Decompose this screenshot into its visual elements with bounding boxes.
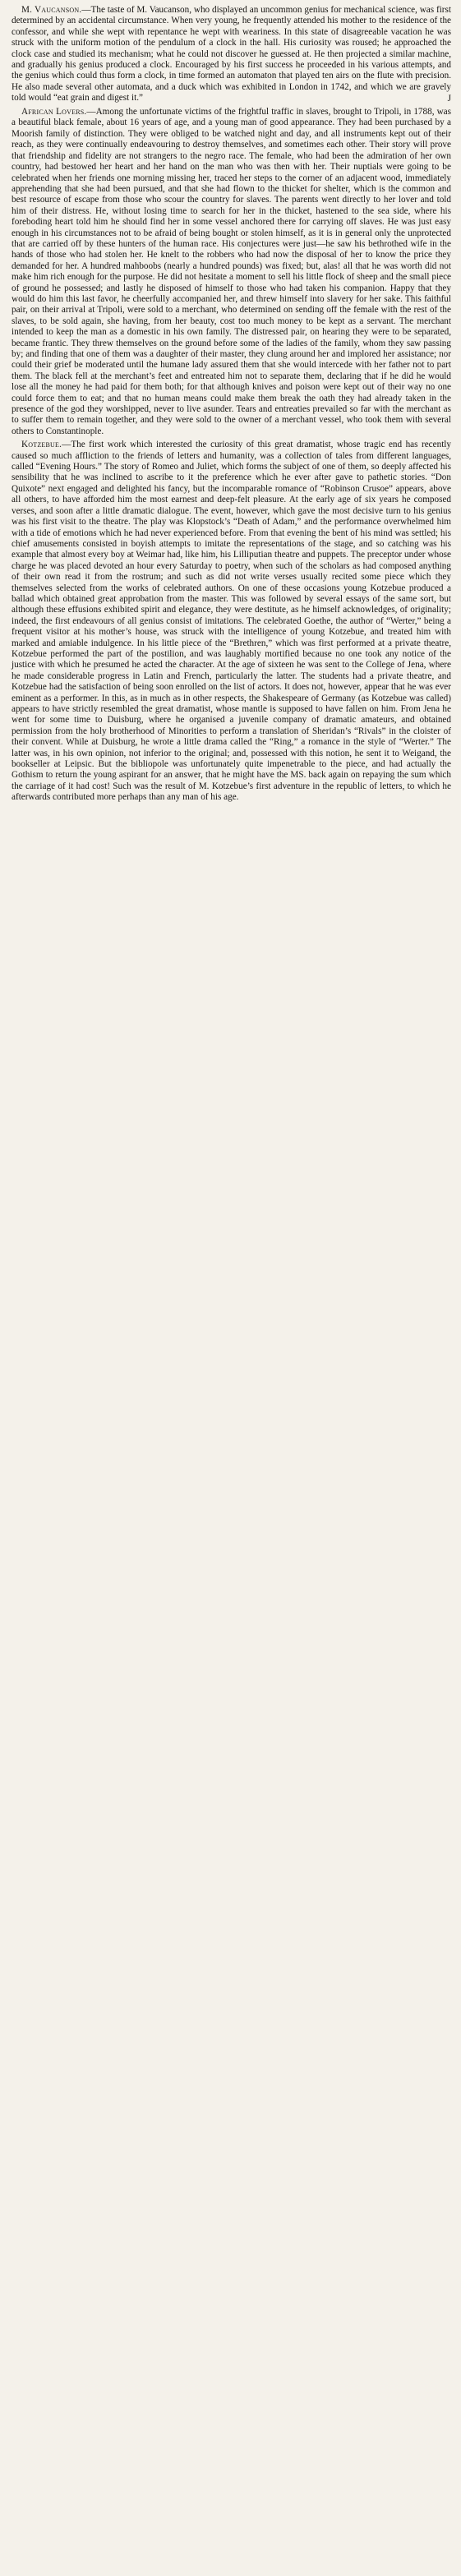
article-body: —The taste of M. Vaucanson, who displayed an uncommon genius for mechanical science, was first determined by an accidental circumstance. When very young, he frequently attended his mother to the residence of the confessor, and while she wept with repentance he wept with weariness. In this state of disagreeable vacation he was struck with the uniform motion of the pendulum of a clock in the hall. His curiosity was roused; he approached the clock case and studied its mechanism; what he could not discover he guessed at. He then projected a similar machine, and gradually his genius produced a clock. Encouraged by his first success he proceeded in his various attempts, and the genius which could thus form a clock, in time formed an automaton that played ten airs on the flute with precision. He also made several other automata, and a duck which was exhibited in London in 1742, and which we are gravely told would “eat grain and digest it.”: [12, 5, 451, 104]
article-body: —The first work which interested the curiosity of this great dramatist, whose tragic end has recently caused so much affliction to the friends of letters and humanity, was a collection of tales from different languages, called “Evening Hours.” The story of Romeo and Juliet, which forms the subject of one of them, so deeply affected his sensibility that he was inclined to ascribe to it the preference which he ever after gave to pathetic stories. “Don Quixote” next engaged and delighted his fancy, but the incomparable romance of “Robinson Crusoe” appears, above all others, to have afforded him the most earnest and deep-felt pleasure. At the early age of six years he composed verses, and soon after a little dramatic dialogue. The event, however, which gave the most decisive turn to his genius was his first visit to the theatre. The play was Klopstock’s “Death of Adam,” and the performance overwhelmed him with a tide of emotions which he had never experienced before. From that evening the bent of his mind was settled; his chief amusements consisted in boyish attempts to imitate the representations of the stage, and so catching was his example that almost every boy at Weimar had, like him, his Lilliputian theatre and puppets. The preceptor under whose charge he was placed devoted an hour every Saturday to poetry, when such of the scholars as had composed anything of their own read it from the rostrum; and such as did not write verses usually recited some piece which they themselves selected from the works of celebrated authors. On one of these occasions young Kotzebue produced a ballad which obtained great approbation from the master. This was followed by several essays of the same sort, but although these effusions exhibited spirit and elegance, they were destitute, as he himself acknowledges, of originality; indeed, the first endeavours of all genius consist of imitations. The celebrated Goethe, the author of “Werter,” being a frequent visitor at his mother’s house, was struck with the intelligence of young Kotzebue, and treated him with marked and amiable indulgence. In his little piece of the “Brethren,” which was first performed at a private theatre, Kotzebue performed the part of the postilion, and was laughably mortified because no one took any notice of the justice with which he presumed he acted the character. At the age of sixteen he was sent to the College of Jena, where he made considerable progress in Latin and French, particularly the latter. The students had a private theatre, and Kotzebue had the satisfaction of being soon enrolled on the list of actors. It does not, however, appear that he was ever eminent as a performer. In this, as in much as in other respects, the Shakespeare of Germany (as Kotzebue was called) appears to have strictly resembled the great dramatist, whose mantle is supposed to have fallen on him. From Jena he went for some time to Duisburg, where he organised a juvenile company of dramatic amateurs, and obtained permission from the holy brotherhood of Minorities to perform a translation of Sheridan’s “Rivals” in the cloister of their convent. While at Duisburg, he wrote a little drama called the “Ring,” a romance in the style of “Werter.” The latter was, in his own opinion, not inferior to the original; and, possessed with this notion, he sent it to Weigand, the bookseller at Leipsic. But the bibliopole was unfortunately quite impenetrable to the piece, and had actually the Gothism to return the young aspirant for an answer, that he might have the MS. back again on repaying the sum which the carriage of it had cost! Such was the result of M. Kotzebue’s first adventure in the republic of letters, to which he afterwards contributed more perhaps than any man of his age.: [12, 440, 451, 803]
article-paragraph: [12, 107, 451, 437]
article-body: —Among the unfortunate victims of the frightful traffic in slaves, brought to Tripoli, in 1788, was a beautiful black female, about 16 years of age, and a young man of good appearance. They had been purchased by a Moorish family of distinction. They were obliged to be watched night and day, and all instruments kept out of their reach, as they were continually endeavouring to destroy themselves, and sometimes each other. Their story will prove that friendship and fidelity are not strangers to the negro race. The female, who had been the admiration of her own country, had bestowed her heart and her hand on the man who was then with her. Their nuptials were going to be celebrated when her friends one morning missing her, traced her steps to the corner of an adjacent wood, immediately apprehending that she had been pursued, and that she had flown to the thicket for shelter, which is the common and best resource of escape from those who scour the country for slaves. The parents went directly to her lover and told him of their distress. He, without losing time to search for her in the thicket, hastened to the sea side, where his foreboding heart told him he should find her in some vessel anchored there for carrying off slaves. He was just easy enough in his circumstances not to be afraid of being bought or stolen himself, as it is in general only the unprotected that are carried off by these hunters of the human race. His conjectures were just—he saw his bethrothed wife in the hands of those who had stolen her. He knelt to the robbers who had now the disposal of her to know the price they demanded for her. A hundred mahboobs (nearly a hundred pounds) was fixed; but, alas! all that he was worth did not make him rich enough for the purpose. He did not hesitate a moment to sell his little flock of sheep and the small piece of ground he possessed; and lastly he disposed of himself to those who had taken his companion. Happy that they would do him this last favor, he cheerfully accompanied her, and threw himself into slavery for her sake. This faithful pair, on their arrival at Tripoli, were sold to a merchant, who determined on sending off the female with the rest of the slaves, to be sold again, she having, from her beauty, cost too much money to be kept as a servant. The merchant intended to keep the man as a domestic in his own family. The distressed pair, on hearing they were to be separated, became frantic. They threw themselves on the ground before some of the ladies of the family, whom they saw passing by; and finding that one of them was a daughter of their master, they clung around her and implored her assistance; nor could their grief be moderated until the humane lady assured them that she would intercede with her father not to part them. The black fell at the merchant’s feet and entreated him not to separate them, declaring that if he did he would lose all the money he had paid for them both; for that although knives and poison were kept out of their way no one could force them to eat; and that no human means could make them break the oath they had already taken in the presence of the god they worshipped, never to live asunder. Tears and entreaties prevailed so far with the merchant as to suffer them to remain together, and they were sold to the owner of a merchant vessel, who took them with several others to Constantinople.: [12, 107, 451, 436]
article-heading: African Lovers.: [21, 107, 87, 118]
article-vaucanson: [12, 5, 451, 104]
article-kotzebue: [12, 440, 451, 803]
article-signature: J: [447, 93, 451, 104]
article-paragraph: [12, 440, 451, 803]
article-heading: Kotzebue.: [21, 440, 62, 450]
article-african-lovers: [12, 107, 451, 437]
article-paragraph: [12, 5, 451, 104]
article-heading: M. Vaucanson.: [21, 5, 82, 15]
